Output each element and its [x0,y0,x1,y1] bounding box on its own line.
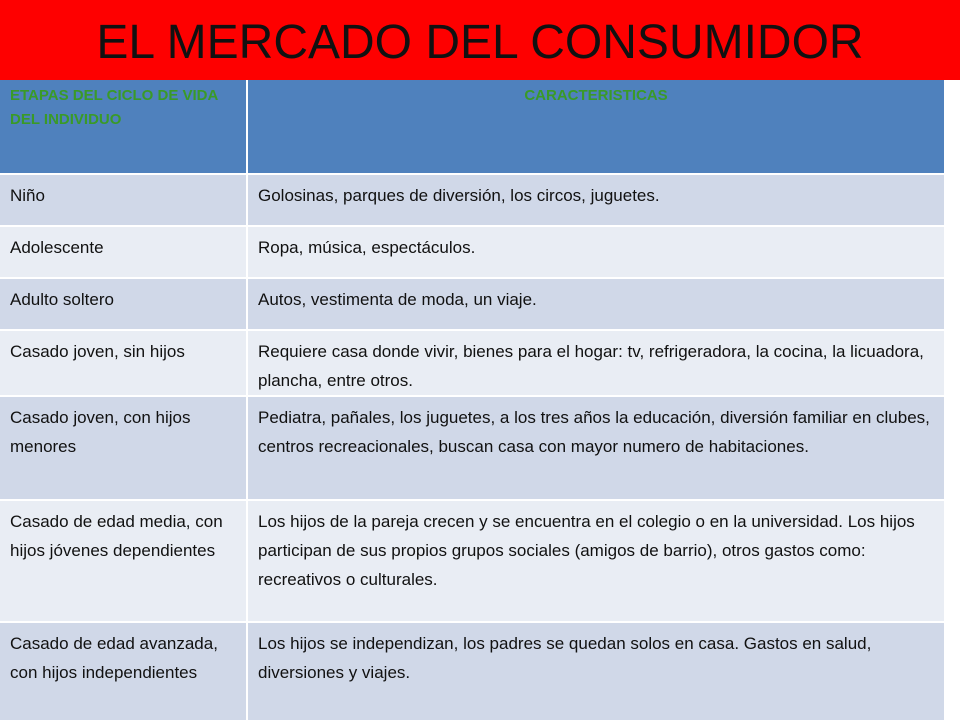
table-row [0,501,944,623]
header-stage: ETAPAS DEL CICLO DE VIDA DEL INDIVIDUO [0,80,248,173]
table-header-row [0,80,944,175]
table-row [0,175,944,227]
stage-cell: Adolescente [0,227,248,277]
table-row [0,279,944,331]
characteristics-cell: Ropa, música, espectáculos. [258,238,476,257]
stage-cell: Adulto soltero [0,279,248,329]
stage-cell: Casado de edad avanzada, con hijos independientes [0,623,248,720]
characteristics-cell: Los hijos de la pareja crecen y se encuentra en el colegio o en la universidad. Los hijos participan de sus propios grupos sociales (amigos de barrio), otros gastos como: recreativos o culturales. [258,512,915,589]
table-row [0,397,944,501]
slide-title: EL MERCADO DEL CONSUMIDOR [96,16,864,69]
stage-cell: Casado de edad media, con hijos jóvenes dependientes [0,501,248,621]
stage-cell: Casado joven, sin hijos [0,331,248,395]
table-row [0,331,944,397]
characteristics-cell: Golosinas, parques de diversión, los circos, juguetes. [258,186,660,205]
characteristics-cell: Los hijos se independizan, los padres se quedan solos en casa. Gastos en salud, diversiones y viajes. [258,634,872,682]
characteristics-cell: Pediatra, pañales, los juguetes, a los tres años la educación, diversión familiar en clubes, centros recreacionales, buscan casa con mayor numero de habitaciones. [258,408,930,456]
characteristics-cell: Requiere casa donde vivir, bienes para el hogar: tv, refrigeradora, la cocina, la licuadora, plancha, entre otros. [258,342,924,390]
table-row [0,227,944,279]
stage-cell: Niño [0,175,248,225]
header-characteristics: CARACTERISTICAS [524,87,668,104]
stage-cell: Casado joven, con hijos menores [0,397,248,499]
characteristics-cell: Autos, vestimenta de moda, un viaje. [258,290,537,309]
life-cycle-table [0,80,944,720]
table-row [0,623,944,720]
